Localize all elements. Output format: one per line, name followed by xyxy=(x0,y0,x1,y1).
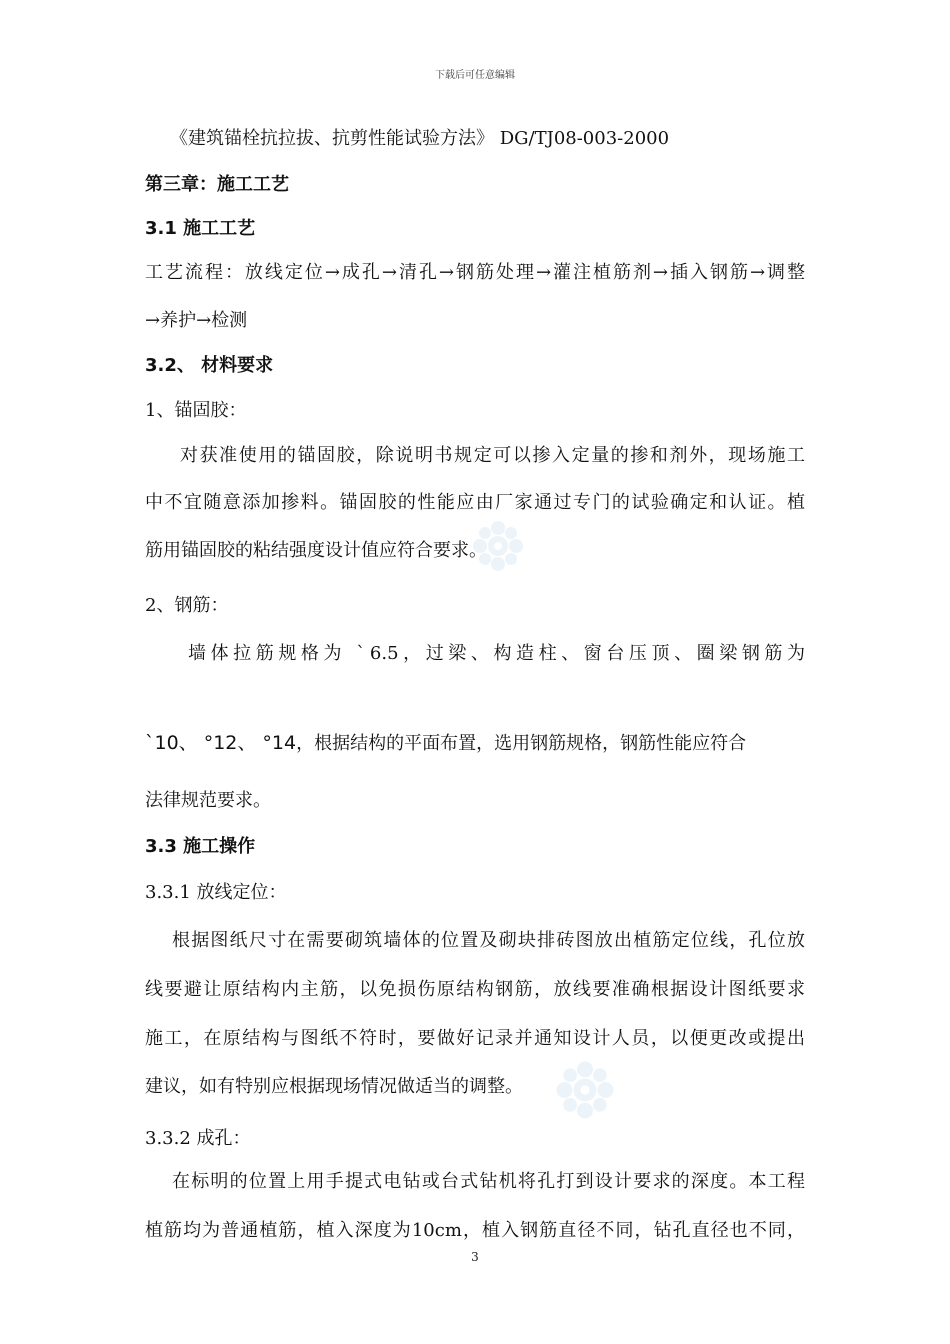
item-2-paragraph-line-1: 墙体拉筋规格为 ˋ6.5，过梁、构造柱、窗台压顶、圈梁钢筋为 xyxy=(188,643,805,664)
process-flow-line-1: 工艺流程：放线定位→成孔→清孔→钢筋处理→灌注植筋剂→插入钢筋→调整 xyxy=(145,262,805,283)
subsection-3-3-1-title: 3.3.1 放线定位： xyxy=(145,882,287,903)
section-3-1-title: 3.1 施工工艺 xyxy=(145,218,256,239)
rebar-sizes-text: ，根据结构的平面布置，选用钢筋规格，钢筋性能应符合 xyxy=(296,733,747,754)
reference-line: 《建筑锚栓抗拉拔、抗剪性能试验方法》 DG/TJ08-003-2000 xyxy=(170,128,670,149)
item-2-paragraph-line-3: 法律规范要求。 xyxy=(145,790,271,811)
subsection-3-3-2-line-1: 在标明的位置上用手提式电钻或台式钻机将孔打到设计要求的深度。本工程 xyxy=(172,1171,805,1192)
subsection-3-3-1-line-1: 根据图纸尺寸在需要砌筑墙体的位置及砌块排砖图放出植筋定位线，孔位放 xyxy=(172,930,805,951)
chapter-title: 第三章：施工工艺 xyxy=(145,174,289,195)
item-1-paragraph-line-1: 对获准使用的锚固胶，除说明书规定可以掺入定量的掺和剂外，现场施工 xyxy=(180,445,805,466)
snowflake-watermark-icon xyxy=(470,518,526,574)
item-1-paragraph-line-3: 筋用锚固胶的粘结强度设计值应符合要求。 xyxy=(145,540,487,561)
section-3-3-title: 3.3 施工操作 xyxy=(145,836,256,857)
item-1-paragraph-line-2: 中不宜随意添加掺料。锚固胶的性能应由厂家通过专门的试验确定和认证。植 xyxy=(145,492,805,513)
subsection-3-3-1-line-4: 建议，如有特别应根据现场情况做适当的调整。 xyxy=(145,1076,523,1097)
item-2-paragraph-line-2 xyxy=(145,730,805,757)
header-note: 下载后可任意编辑 xyxy=(435,70,515,81)
subsection-3-3-1-line-3: 施工，在原结构与图纸不符时，要做好记录并通知设计人员，以便更改或提出 xyxy=(145,1028,805,1049)
process-flow-line-2: →养护→检测 xyxy=(145,310,248,331)
section-3-2-title: 3.2、 材料要求 xyxy=(145,355,274,376)
snowflake-watermark-icon xyxy=(553,1058,617,1122)
page-number: 3 xyxy=(471,1250,479,1264)
item-2-title: 2、钢筋： xyxy=(145,595,229,616)
subsection-3-3-2-line-2: 植筋均为普通植筋，植入深度为10cm，植入钢筋直径不同，钻孔直径也不同， xyxy=(145,1220,805,1241)
subsection-3-3-2-title: 3.3.2 成孔： xyxy=(145,1128,251,1149)
item-1-title: 1、锚固胶： xyxy=(145,400,247,421)
rebar-sizes: ˋ10、 °12、 °14 xyxy=(145,732,297,754)
subsection-3-3-1-line-2: 线要避让原结构内主筋，以免损伤原结构钢筋，放线要准确根据设计图纸要求 xyxy=(145,979,805,1000)
